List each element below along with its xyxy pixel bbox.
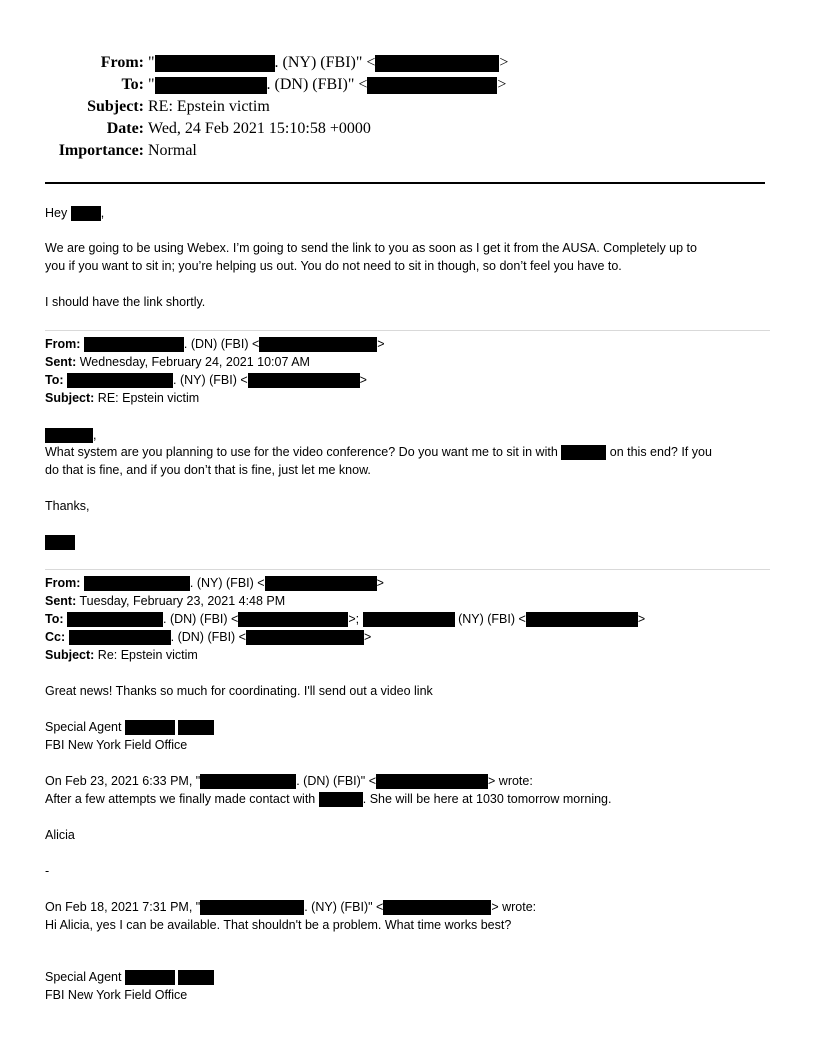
redaction xyxy=(561,445,606,460)
body-line: Thanks, xyxy=(45,499,90,513)
redaction xyxy=(376,774,488,789)
to-label: To: xyxy=(121,76,144,93)
subject-label: Subject: xyxy=(87,98,144,115)
redaction xyxy=(375,55,499,72)
quote-separator xyxy=(45,330,770,331)
redaction xyxy=(69,630,171,645)
redaction xyxy=(45,535,75,550)
redaction xyxy=(125,720,175,735)
body-line: Hi Alicia, yes I can be available. That shouldn't be a problem. What time works best? xyxy=(45,918,512,932)
quote1-sent: Sent: Wednesday, February 24, 2021 10:07 AM xyxy=(45,355,310,369)
quote2-subject: Subject: Re: Epstein victim xyxy=(45,648,198,662)
subject-value: RE: Epstein victim xyxy=(148,98,270,115)
body-line: Great news! Thanks so much for coordinating. I'll send out a video link xyxy=(45,684,433,698)
redaction xyxy=(200,774,296,789)
signature-line: FBI New York Field Office xyxy=(45,738,188,752)
redaction xyxy=(178,970,214,985)
wrote-line: On Feb 18, 2021 7:31 PM, " . (NY) (FBI)" < > wrote: xyxy=(45,900,537,914)
body-line: do that is fine, and if you don’t that is fine, just let me know. xyxy=(45,463,371,477)
from-label: From: xyxy=(100,54,144,71)
redaction xyxy=(259,337,377,352)
redaction xyxy=(84,337,184,352)
header-divider xyxy=(45,182,765,184)
redaction xyxy=(248,373,360,388)
importance-value: Normal xyxy=(148,142,197,159)
importance-label: Importance: xyxy=(58,142,144,159)
signature-line: Special Agent xyxy=(45,718,214,736)
wrote-line: On Feb 23, 2021 6:33 PM, " . (DN) (FBI)" < > wrote: xyxy=(45,774,533,788)
date-label: Date: xyxy=(106,120,144,137)
body-line: We are going to be using Webex. I’m going to send the link to you as soon as I get it from the AUSA. Completely up to xyxy=(45,241,697,255)
quote2-to: To: . (DN) (FBI) < >; (NY) (FBI) < > xyxy=(45,612,646,626)
redaction xyxy=(526,612,638,627)
redaction xyxy=(265,576,377,591)
redaction xyxy=(200,900,304,915)
redaction xyxy=(367,77,497,94)
body-line: What system are you planning to use for the video conference? Do you want me to sit in with on this end? If you xyxy=(45,445,712,459)
quote2-sent: Sent: Tuesday, February 23, 2021 4:48 PM xyxy=(45,594,286,608)
redaction xyxy=(84,576,190,591)
redaction xyxy=(155,77,267,94)
redaction xyxy=(67,612,163,627)
quote1-salutation: , xyxy=(45,426,96,444)
quote1-subject: Subject: RE: Epstein victim xyxy=(45,391,200,405)
quote1-to: To: . (NY) (FBI) < > xyxy=(45,373,367,387)
signature-line: FBI New York Field Office xyxy=(45,988,188,1002)
redaction xyxy=(238,612,348,627)
redaction xyxy=(67,373,173,388)
signature-line: Special Agent xyxy=(45,968,214,986)
body-line: - xyxy=(45,864,50,878)
redaction xyxy=(125,970,175,985)
body-line: you if you want to sit in; you’re helping us out. You do not need to sit in though, so don’t feel you have to. xyxy=(45,259,622,273)
body-line: After a few attempts we finally made contact with . She will be here at 1030 tomorrow morning. xyxy=(45,792,612,806)
redaction xyxy=(155,55,275,72)
quote-separator xyxy=(45,569,770,570)
quote2-from: From: . (NY) (FBI) < > xyxy=(45,576,384,590)
redaction xyxy=(363,612,455,627)
body-line: I should have the link shortly. xyxy=(45,295,206,309)
greeting-line: Hey , xyxy=(45,206,105,220)
redaction xyxy=(71,206,101,221)
redaction xyxy=(246,630,364,645)
signature-redaction xyxy=(45,533,75,551)
body-line: Alicia xyxy=(45,828,75,842)
quote2-cc: Cc: . (DN) (FBI) < > xyxy=(45,630,372,644)
redaction xyxy=(45,428,93,443)
quote1-from: From: . (DN) (FBI) < > xyxy=(45,337,385,351)
redaction xyxy=(383,900,491,915)
date-value: Wed, 24 Feb 2021 15:10:58 +0000 xyxy=(148,120,371,137)
redaction xyxy=(319,792,363,807)
redaction xyxy=(178,720,214,735)
